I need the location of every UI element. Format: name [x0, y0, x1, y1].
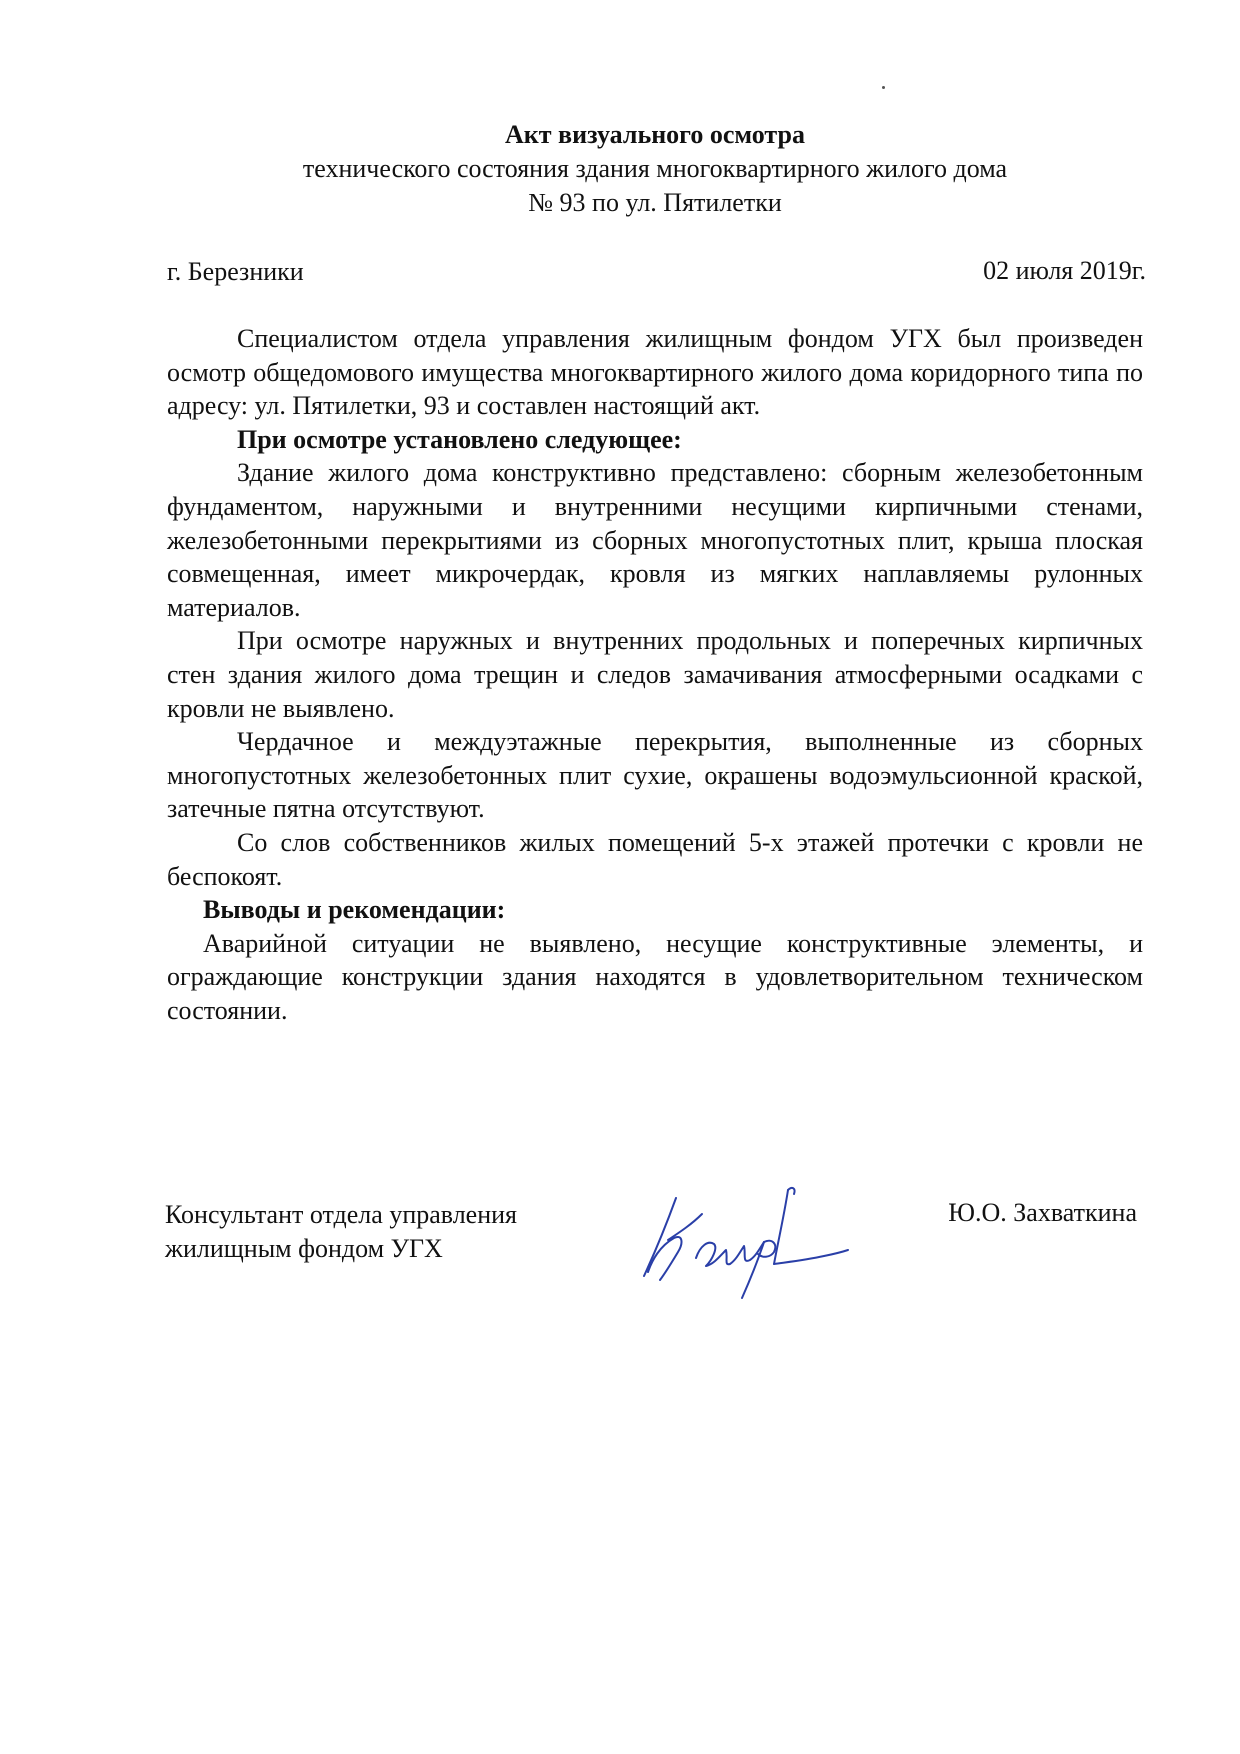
document-subtitle-line2: № 93 по ул. Пятилетки	[528, 188, 782, 217]
document-subtitle-line1: технического состояния здания многоквартирного жилого дома	[302, 154, 1008, 183]
signatory-position	[165, 1198, 517, 1266]
intro-paragraph: Специалистом отдела управления жилищным фондом УГХ был произведен осмотр общедомового имущества многоквартирного жилого дома коридорного типа по адресу: ул. Пятилетки, 93 и составлен настоящий акт.	[167, 324, 1143, 421]
conclusion-paragraph: Аварийной ситуации не выявлено, несущие конструктивные элементы, и ограждающие конструкции здания находятся в удовлетворительном техническом состоянии.	[167, 928, 1143, 1025]
document-body	[167, 322, 1143, 1027]
finding-paragraph: Чердачное и междуэтажные перекрытия, выполненные из сборных многопустотных железобетонных плит сухие, окрашены водоэмульсионной краской, затечные пятна отсутствуют.	[167, 727, 1143, 824]
scan-speck	[882, 86, 885, 89]
signatory-position-line1: Консультант отдела управления	[165, 1200, 518, 1229]
document-date: 02 июля 2019г.	[983, 256, 1146, 285]
findings-heading: При осмотре установлено следующее:	[237, 424, 682, 454]
title-block	[160, 118, 1150, 220]
signatory-position-line2: жилищным фондом УГХ	[165, 1234, 443, 1263]
finding-paragraph: Со слов собственников жилых помещений 5-х этажей протечки с кровли не беспокоят.	[167, 827, 1143, 891]
handwritten-signature	[638, 1180, 858, 1300]
conclusions-heading: Выводы и рекомендации:	[203, 895, 506, 925]
finding-paragraph: Здание жилого дома конструктивно представлено: сборным железобетонным фундаментом, наружными и внутренними несущими кирпичными стенами, железобетонными перекрытиями из сборных многопустотных плит, крыша плоская совмещенная, имеет микрочердак, кровля из мягких наплавляемы рулонных материалов.	[167, 458, 1143, 622]
finding-paragraph: При осмотре наружных и внутренних продольных и поперечных кирпичных стен здания жилого дома трещин и следов замачивания атмосферными осадками с кровли не выявлено.	[167, 626, 1143, 723]
signatory-name: Ю.О. Захваткина	[948, 1198, 1137, 1227]
city: г. Березники	[167, 257, 304, 286]
document-title: Акт визуального осмотра	[505, 120, 805, 149]
